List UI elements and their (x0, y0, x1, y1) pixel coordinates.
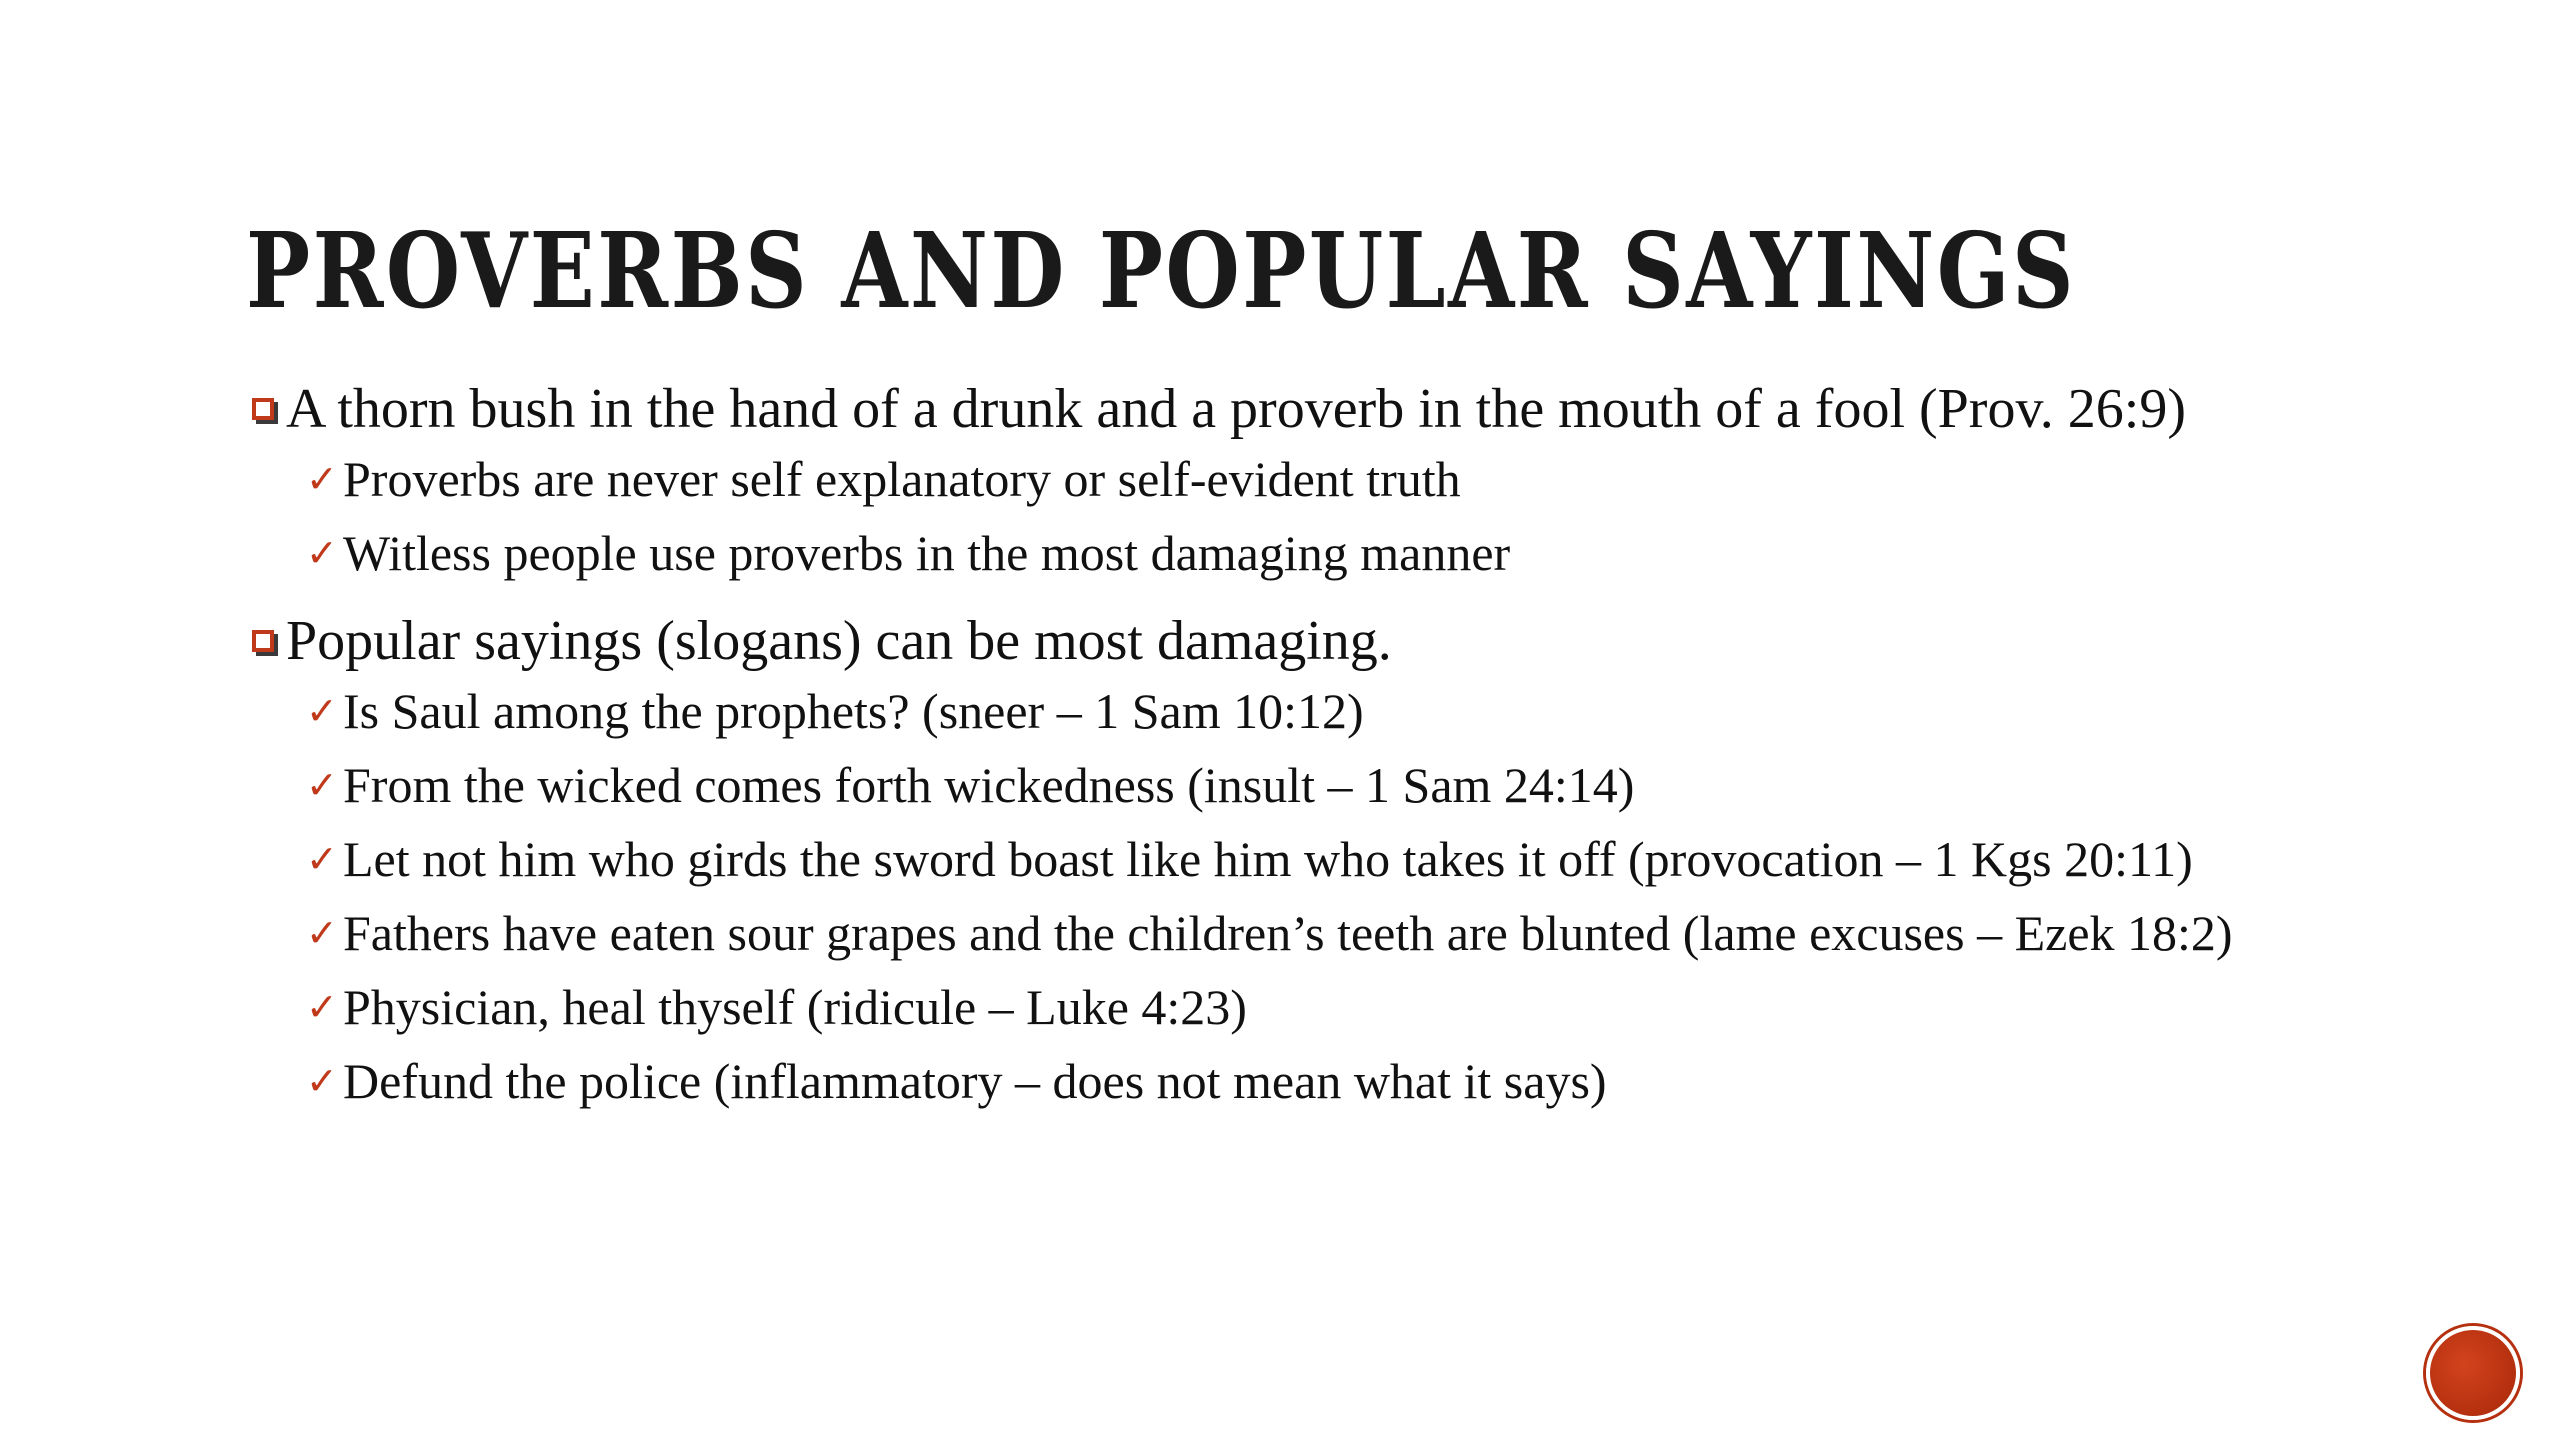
checkmark-icon: ✓ (306, 457, 338, 501)
sub-bullet (306, 830, 2446, 888)
sub-bullet-text: Witless people use proverbs in the most damaging manner (343, 525, 1511, 581)
checkmark-icon: ✓ (306, 763, 338, 807)
checkmark-icon: ✓ (306, 531, 338, 575)
sub-bullet-text: Let not him who girds the sword boast like him who takes it off (provocation – 1 Kgs 20:11) (343, 831, 2193, 887)
sub-bullet-text: Is Saul among the prophets? (sneer – 1 Sam 10:12) (343, 683, 1364, 739)
bullet-group-2 (246, 612, 2446, 1110)
sub-bullet (306, 978, 2446, 1036)
hollow-square-icon (252, 398, 274, 420)
slide-title: PROVERBS AND POPULAR SAYINGS (246, 209, 2077, 332)
sub-bullet (306, 1052, 2446, 1110)
slide-content (246, 380, 2446, 1126)
bullet-group-1 (246, 380, 2446, 582)
bullet-level1 (246, 612, 2446, 670)
checkmark-icon: ✓ (306, 837, 338, 881)
checkmark-icon: ✓ (306, 1059, 338, 1103)
slide-nav-button[interactable] (2426, 1326, 2520, 1420)
sub-bullet-text: Defund the police (inflammatory – does not mean what it says) (343, 1053, 1607, 1109)
sub-bullet-text: Proverbs are never self explanatory or self-evident truth (343, 451, 1461, 507)
hollow-square-icon (252, 630, 274, 652)
sub-bullet (306, 524, 2446, 582)
sub-bullet (306, 682, 2446, 740)
sub-bullet-text: Physician, heal thyself (ridicule – Luke 4:23) (343, 979, 1247, 1035)
checkmark-icon: ✓ (306, 689, 338, 733)
sub-bullet (306, 904, 2446, 962)
bullet-text: Popular sayings (slogans) can be most damaging. (286, 610, 1392, 672)
sub-bullet (306, 450, 2446, 508)
bullet-level1 (246, 380, 2446, 438)
checkmark-icon: ✓ (306, 985, 338, 1029)
sub-bullet-text: Fathers have eaten sour grapes and the children’s teeth are blunted (lame excuses – Ezek 18:2) (343, 905, 2233, 961)
checkmark-icon: ✓ (306, 911, 338, 955)
bullet-text: A thorn bush in the hand of a drunk and a proverb in the mouth of a fool (Prov. 26:9) (286, 378, 2187, 440)
sub-bullet (306, 756, 2446, 814)
sub-bullet-text: From the wicked comes forth wickedness (insult – 1 Sam 24:14) (343, 757, 1635, 813)
